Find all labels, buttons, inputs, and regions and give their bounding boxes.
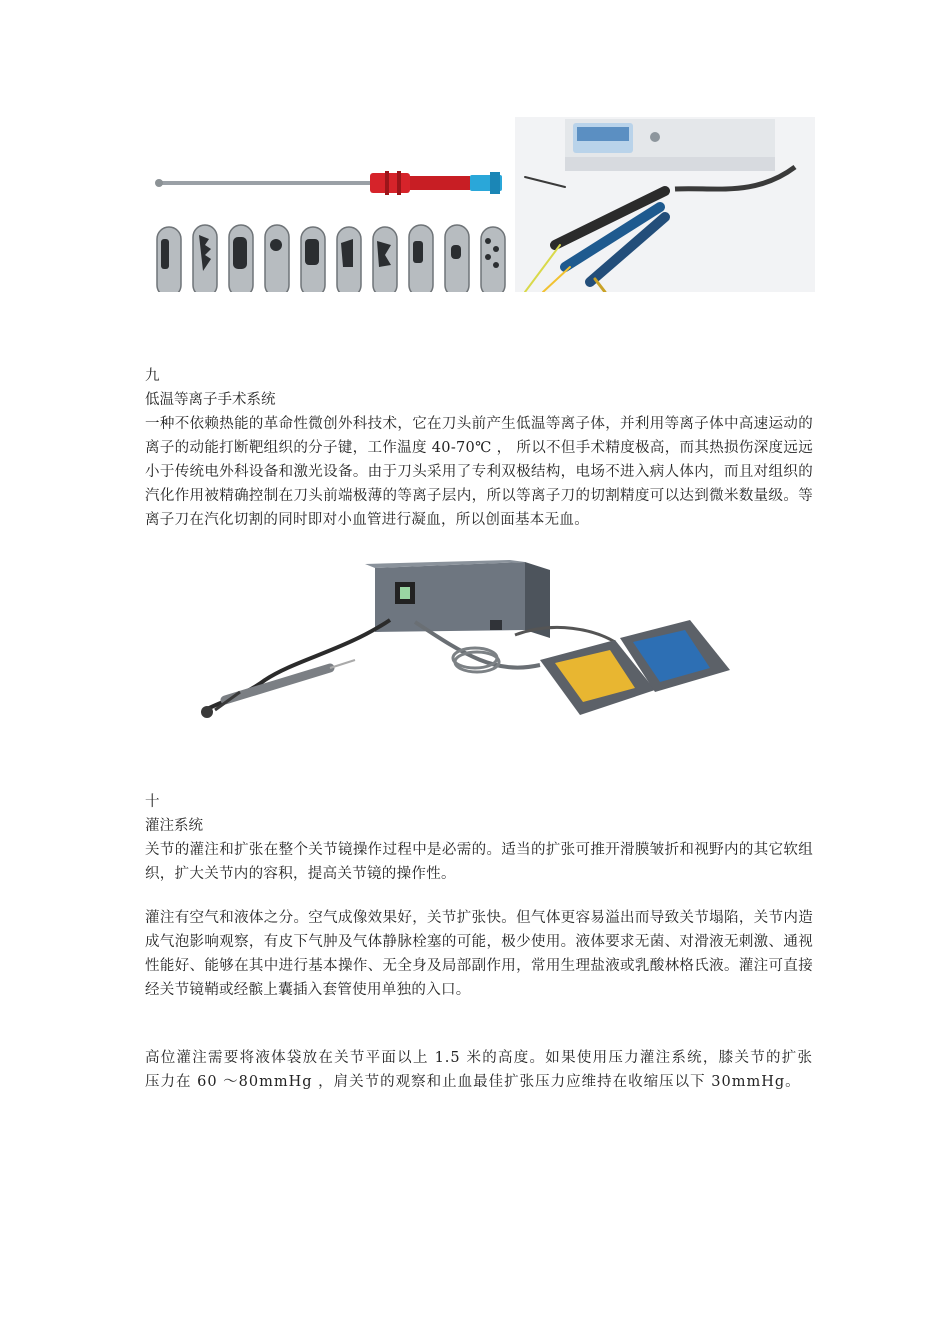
section-10-paragraph-2 [145, 906, 813, 1002]
plasma-generator-image [145, 560, 730, 725]
shaver-blades-image [145, 117, 515, 292]
paragraph-irrigation-types: 灌注有空气和液体之分。空气成像效果好，关节扩张快。但气体更容易溢出而导致关节塌陷，关节内造成气泡影响观察，有皮下气肿及气体静脉栓塞的可能，极少使用。液体要求无菌、对滑液无刺激、通视性能好、能够在其中进行基本操作、无全身及局部副作用，常用生理盐液或乳酸林格氏液。灌注可直接经关节镜鞘或经髌上囊插入套管使用单独的入口。 [145, 910, 813, 998]
paragraph-irrigation-intro: 关节的灌注和扩张在整个关节镜操作过程中是必需的。适当的扩张可推开滑膜皱折和视野内的其它软组织，扩大关节内的容积，提高关节镜的操作性。 [145, 842, 813, 882]
section-9-paragraph: 一种不依赖热能的革命性微创外科技术，它在刀头前产生低温等离子体，并利用等离子体中高速运动的离子的动能打断靶组织的分子键，工作温度 40-70℃ ， 所以不但手术精度极高，而其热损伤深度远远小于传统电外科设备和激光设备。由于刀头采用了专利双极结构，电场不进入病人体内，而且对组织的汽化作用被精确控制在刀头前端极薄的等离子层内，所以等离子刀的切割精度可以达到微米数量级。等离子刀在汽化切割的同时即对小血管进行凝血，所以创面基本无血。 [145, 416, 813, 528]
section-9-title: 低温等离子手术系统 [145, 392, 276, 408]
section-9-number: 九 [145, 368, 160, 384]
plasma-probes-image [515, 117, 815, 292]
section-10-title: 灌注系统 [145, 818, 203, 834]
section-9-body [145, 412, 813, 532]
section-10-paragraph-3 [145, 1046, 813, 1094]
paragraph-irrigation-pressure: 高位灌注需要将液体袋放在关节平面以上 1.5 米的高度。如果使用压力灌注系统，膝关节的扩张压力在 60 ～80mmHg ，肩关节的观察和止血最佳扩张压力应维持在收缩压以下 30mmHg。 [145, 1050, 813, 1090]
section-10-paragraph-1 [145, 838, 813, 886]
section-10-number: 十 [145, 794, 160, 810]
